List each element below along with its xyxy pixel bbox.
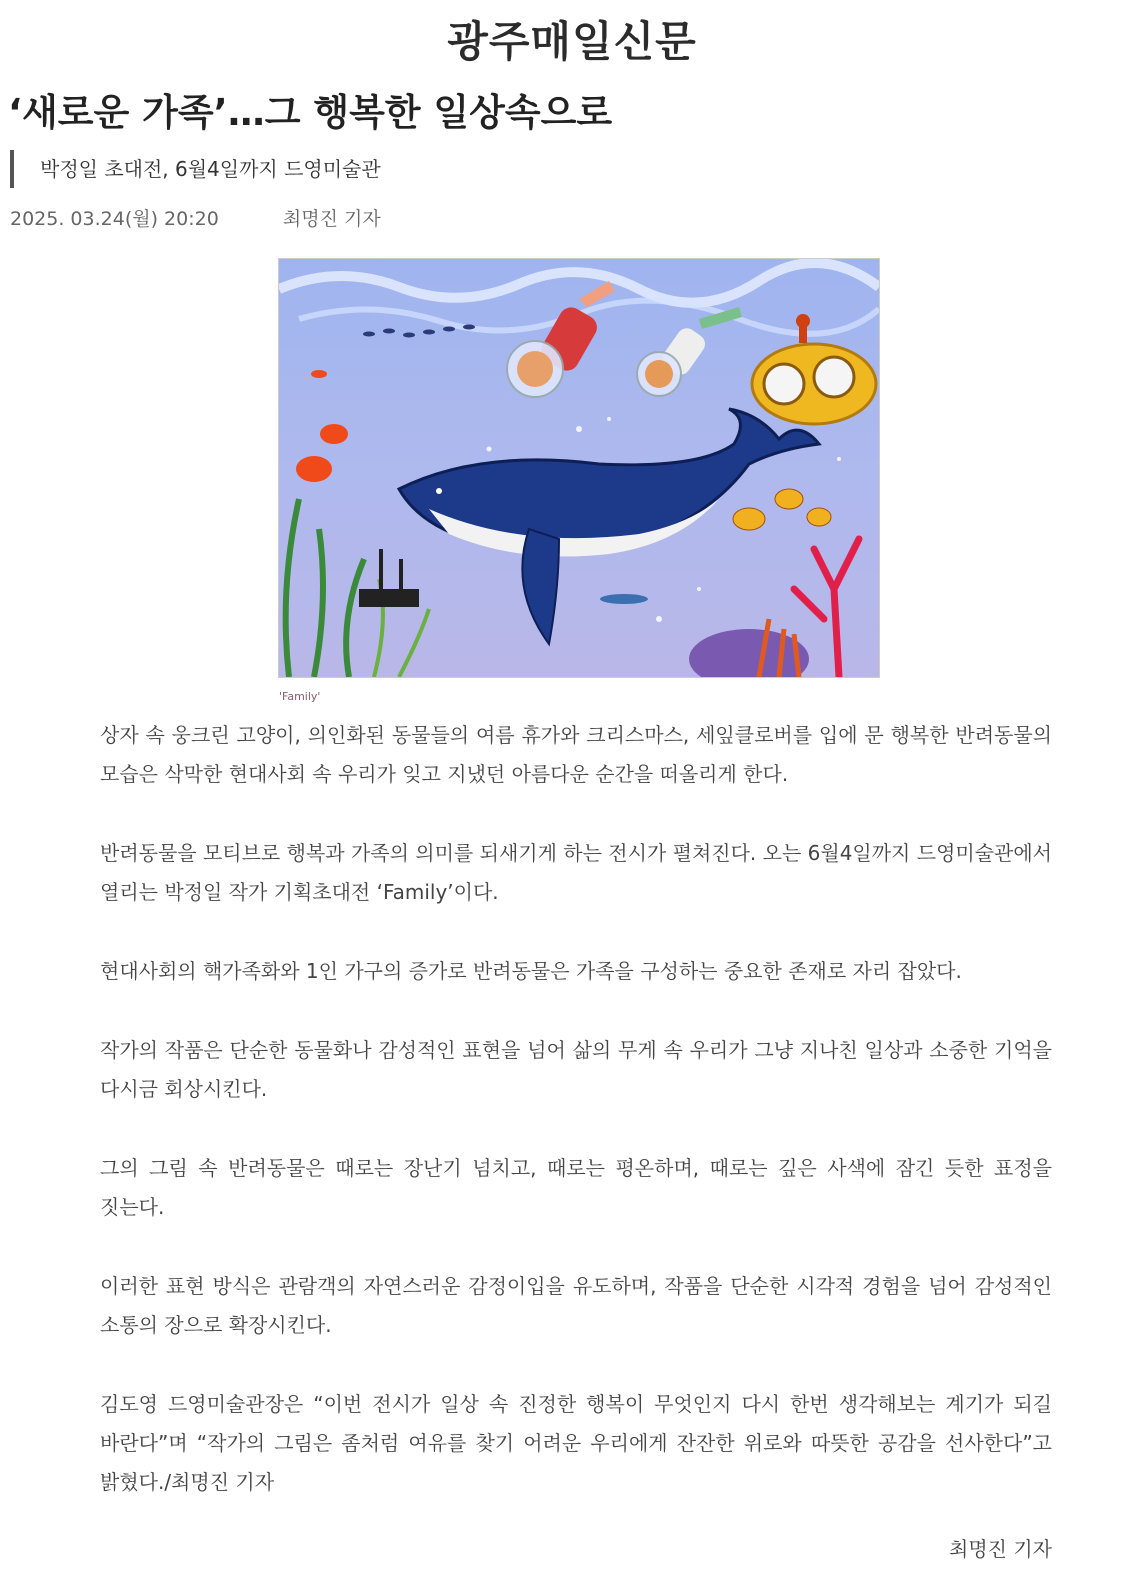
article-paragraph: 상자 속 웅크린 고양이, 의인화된 동물들의 여름 휴가와 크리스마스, 세잎클로버를 입에 문 행복한 반려동물의 모습은 삭막한 현대사회 속 우리가 잊고 지냈던 아름다운 순간을 떠올리게 한다. bbox=[100, 723, 1052, 786]
article-photo[interactable] bbox=[278, 258, 880, 678]
article-title: ‘새로운 가족’…그 행복한 일상속으로 bbox=[8, 91, 613, 134]
article-paragraph: 그의 그림 속 반려동물은 때로는 장난기 넘치고, 때로는 평온하며, 때로는 깊은 사색에 잠긴 듯한 표정을 짓는다. bbox=[100, 1156, 1052, 1219]
article-paragraph: 김도영 드영미술관장은 “이번 전시가 일상 속 진정한 행복이 무엇인지 다시 한번 생각해보는 계기가 되길 바란다”며 “작가의 그림은 좀처럼 여유를 찾기 어려운 우리에게 잔잔한 위로와 따뜻한 공감을 선사한다”고 밝혔다./최명진 기자 bbox=[100, 1392, 1052, 1494]
article-meta bbox=[10, 204, 381, 234]
article-paragraph: 현대사회의 핵가족화와 1인 가구의 증가로 반려동물은 가족을 구성하는 중요한 존재로 자리 잡았다. bbox=[100, 959, 962, 983]
article-paragraph: 반려동물을 모티브로 행복과 가족의 의미를 되새기게 하는 전시가 펼쳐진다. 오는 6월4일까지 드영미술관에서 열리는 박정일 작가 기획초대전 ‘Family’이다. bbox=[100, 841, 1052, 904]
article-paragraph: 작가의 작품은 단순한 동물화나 감성적인 표현을 넘어 삶의 무게 속 우리가 그냥 지나친 일상과 소중한 기억을 다시금 회상시킨다. bbox=[100, 1038, 1052, 1101]
photo-caption: 'Family' bbox=[279, 690, 321, 703]
article-byline[interactable]: 최명진 기자 bbox=[949, 1537, 1052, 1561]
article-paragraph: 이러한 표현 방식은 관람객의 자연스러운 감정이입을 유도하며, 작품을 단순한 시각적 경험을 넘어 감성적인 소통의 장으로 확장시킨다. bbox=[100, 1274, 1052, 1337]
painting-whale-underwater-icon bbox=[279, 259, 879, 677]
newspaper-logo[interactable]: 광주매일신문 bbox=[447, 17, 697, 66]
article-body bbox=[100, 716, 1052, 1542]
article-subtitle: 박정일 초대전, 6월4일까지 드영미술관 bbox=[10, 150, 381, 188]
article-reporter[interactable]: 최명진 기자 bbox=[282, 208, 381, 230]
article-datetime: 2025. 03.24(월) 20:20 bbox=[10, 208, 219, 230]
